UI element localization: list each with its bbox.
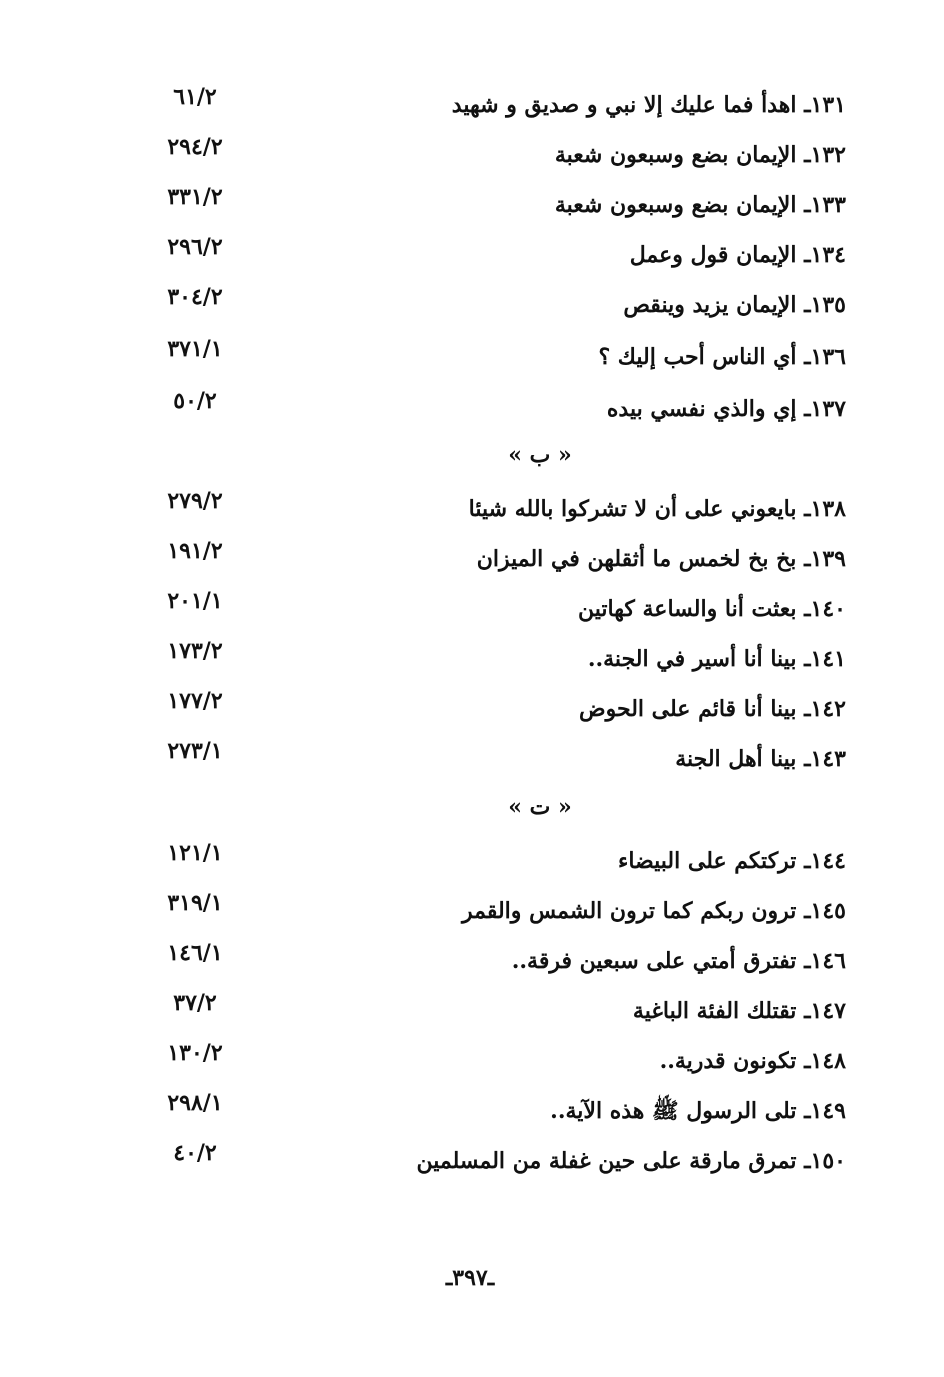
hadith-text: ١٥٠ـ تمرق مارقة على حين غفلة من المسلمين (416, 1148, 846, 1174)
list-item (0, 284, 944, 340)
hadith-text: ١٣٤ـ الإيمان قول وعمل (629, 242, 846, 268)
hadith-text: ١٤٥ـ ترون ربكم كما ترون الشمس والقمر (461, 898, 846, 924)
hadith-reference: ١٧٧/٢ (167, 688, 223, 714)
hadith-reference: ٥٠/٢ (173, 388, 217, 414)
hadith-text: ١٤٧ـ تقتلك الفئة الباغية (632, 998, 846, 1024)
hadith-text: ١٣٦ـ أي الناس أحب إليك ؟ (598, 344, 846, 370)
hadith-text: ١٣٨ـ بايعوني على أن لا تشركوا بالله شيئا (468, 496, 846, 522)
hadith-reference: ٣٧/٢ (173, 990, 217, 1016)
hadith-reference: ٣٧١/١ (167, 336, 223, 362)
hadith-text: ١٣٧ـ إي والذي نفسي بيده (606, 396, 846, 422)
hadith-text: ١٤٠ـ بعثت أنا والساعة كهاتين (578, 596, 846, 622)
hadith-reference: ٢٩٤/٢ (167, 134, 223, 160)
hadith-text: ١٣٩ـ بخ بخ لخمس ما أثقلهن في الميزان (476, 546, 846, 572)
page-number: ـ٣٩٧ـ (445, 1265, 495, 1291)
hadith-text: ١٤٩ـ تلى الرسول ﷺ هذه الآية.. (550, 1098, 846, 1124)
hadith-text: ١٣١ـ اهدأ فما عليك إلا نبي و صديق و شهيد (451, 92, 846, 118)
hadith-reference: ٦١/٢ (173, 84, 217, 110)
list-item (0, 388, 944, 444)
hadith-reference: ٢٩٦/٢ (167, 234, 223, 260)
hadith-reference: ٤٠/٢ (173, 1140, 217, 1166)
hadith-reference: ٣٠٤/٢ (167, 284, 223, 310)
list-item (0, 738, 944, 794)
list-item (0, 336, 944, 392)
hadith-reference: ٢٧٩/٢ (167, 488, 223, 514)
hadith-reference: ١٣٠/٢ (167, 1040, 223, 1066)
list-item (0, 1140, 944, 1196)
hadith-reference: ٣١٩/١ (167, 890, 223, 916)
hadith-reference: ٣٣١/٢ (167, 184, 223, 210)
hadith-text: ١٤٣ـ بينا أهل الجنة (675, 746, 846, 772)
section-heading-ba: « ب » (508, 442, 572, 468)
hadith-text: ١٤١ـ بينا أنا أسير في الجنة.. (587, 646, 846, 672)
hadith-reference: ٢٩٨/١ (167, 1090, 223, 1116)
hadith-reference: ١٢١/١ (167, 840, 223, 866)
hadith-reference: ١٧٣/٢ (167, 638, 223, 664)
hadith-text: ١٤٦ـ تفترق أمتي على سبعين فرقة.. (511, 948, 846, 974)
hadith-text: ١٤٨ـ تكونون قدرية.. (659, 1048, 846, 1074)
hadith-text: ١٣٣ـ الإيمان بضع وسبعون شعبة (554, 192, 846, 218)
hadith-text: ١٤٢ـ بينا أنا قائم على الحوض (579, 696, 846, 722)
section-heading-ta: « ت » (508, 794, 572, 820)
hadith-text: ١٣٥ـ الإيمان يزيد وينقص (623, 292, 846, 318)
hadith-text: ١٤٤ـ تركتكم على البيضاء (617, 848, 846, 874)
hadith-reference: ٢٧٣/١ (167, 738, 223, 764)
hadith-reference: ١٤٦/١ (167, 940, 223, 966)
hadith-text: ١٣٢ـ الإيمان بضع وسبعون شعبة (554, 142, 846, 168)
hadith-reference: ٢٠١/١ (167, 588, 223, 614)
hadith-reference: ١٩١/٢ (167, 538, 223, 564)
